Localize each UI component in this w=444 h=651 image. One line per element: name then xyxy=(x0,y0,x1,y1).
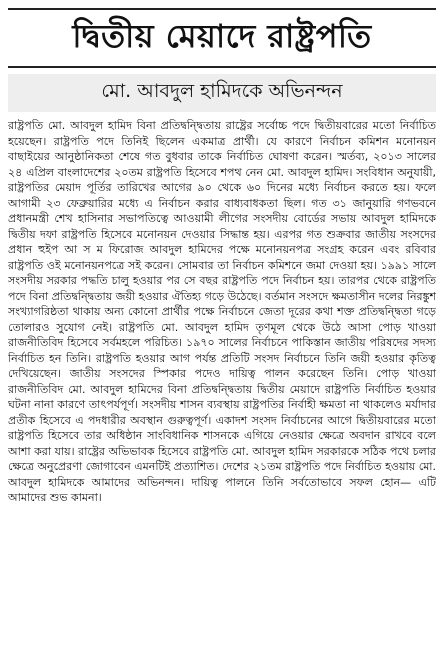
article-body xyxy=(8,118,436,646)
subheadline: মো. আবদুল হামিদকে অভিনন্দন xyxy=(101,80,343,102)
headline-box xyxy=(8,8,436,68)
subheadline-box xyxy=(8,74,436,112)
headline: দ্বিতীয় মেয়াদে রাষ্ট্রপতি xyxy=(72,17,372,55)
article-paragraph: রাষ্ট্রপতি মো. আবদুল হামিদ বিনা প্রতিদ্বন্দ্বিতায় রাষ্ট্রের সর্বোচ্চ পদে দ্বিতীয়বারের মতো নির্বাচিত হয়েছেন। রাষ্ট্রপতি পদে তিনিই ছিলেন একমাত্র প্রার্থী। যে কারণে নির্বাচন কমিশন মনোনয়ন বাছাইয়ের আনুষ্ঠানিকতা শেষে গত বুধবার তাকে নির্বাচিত ঘোষণা করেন। স্মর্তব্য, ২০১৩ সালের ২৪ এপ্রিল বাংলাদেশের ২০তম রাষ্ট্রপতি হিসেবে শপথ নেন মো. আবদুল হামিদ। সংবিধান অনুযায়ী, রাষ্ট্রপতির মেয়াদ পূর্তির তারিখের আগের ৯০ থেকে ৬০ দিনের মধ্যে নির্বাচন করতে হয়। ফলে আগামী ২৩ ফেব্রুয়ারির মধ্যে এ নির্বাচন করার বাধ্যবাধকতা ছিল। গত ৩১ জানুয়ারি গণভবনে প্রধানমন্ত্রী শেখ হাসিনার সভাপতিত্বে আওয়ামী লীগের সংসদীয় বোর্ডের সভায় আবদুল হামিদকে দ্বিতীয় দফা রাষ্ট্রপতি হিসেবে মনোনয়ন দেওয়ার সিদ্ধান্ত হয়। এরপর গত শুক্রবার জাতীয় সংসদের প্রধান হুইপ আ স ম ফিরোজ আবদুল হামিদের পক্ষে মনোনয়নপত্র সংগ্রহ করেন এবং রবিবার রাষ্ট্রপতি ওই মনোনয়নপত্রে সই করেন। সোমবার তা নির্বাচন কমিশনে জমা দেওয়া হয়। ১৯৯১ সালে সংসদীয় সরকার পদ্ধতি চালু হওয়ার পর সে বছর রাষ্ট্রপতি পদে নির্বাচন হয়। তারপর থেকে রাষ্ট্রপতি পদে বিনা প্রতিদ্বন্দ্বিতায় জয়ী হওয়ার ঐতিহ্য গড়ে উঠেছে। বর্তমান সংসদে ক্ষমতাসীন দলের নিরঙ্কুশ সংখ্যাগরিষ্ঠতা থাকায় অন্য কোনো প্রার্থীর পক্ষে নির্বাচনে জেতা দূরের কথা শক্ত প্রতিদ্বন্দ্বিতা গড়ে তোলারও সুযোগ নেই। রাষ্ট্রপতি মো. আবদুল হামিদ তৃণমূল থেকে উঠে আসা পোড় খাওয়া রাজনীতিবিদ হিসেবে সর্বমহলে পরিচিত। ১৯৭০ সালের নির্বাচনে পাকিস্তান জাতীয় পরিষদের সদস্য নির্বাচিত হন তিনি। রাষ্ট্রপতি হওয়ার আগ পর্যন্ত প্রতিটি সংসদ নির্বাচনে তিনি জয়ী হওয়ার কৃতিত্ব দেখিয়েছেন। জাতীয় সংসদের স্পিকার পদেও দায়িত্ব পালন করেছেন তিনি। পোড় খাওয়া রাজনীতিবিদ মো. আবদুল হামিদের বিনা প্রতিদ্বন্দ্বিতায় দ্বিতীয় মেয়াদে রাষ্ট্রপতি নির্বাচিত হওয়ার ঘটনা নানা কারণে তাৎপর্যপূর্ণ। সংসদীয় শাসন ব্যবস্থায় রাষ্ট্রপতির নির্বাহী ক্ষমতা না থাকলেও মর্যাদার প্রতীক হিসেবে এ পদধারীর অবস্থান গুরুত্বপূর্ণ। একাদশ সংসদ নির্বাচনের আগে দ্বিতীয়বারের মতো রাষ্ট্রপতি হিসেবে তার অধিষ্ঠান সাংবিধানিক শাসনকে এগিয়ে নেওয়ার ক্ষেত্রে অবদান রাখবে বলে আশা করা যায়। রাষ্ট্রের অভিভাবক হিসেবে রাষ্ট্রপতি মো. আবদুল হামিদ সরকারকে সঠিক পথে চলার ক্ষেত্রে অনুপ্রেরণা জোগাবেন এমনটিই প্রত্যাশিত। দেশের ২১তম রাষ্ট্রপতি পদে নির্বাচিত হওয়ায় মো. আবদুল হামিদকে আমাদের অভিনন্দন। দায়িত্ব পালনে তিনি সর্বতোভাবে সফল হোন— এটি আমাদের শুভ কামনা। xyxy=(8,119,436,504)
